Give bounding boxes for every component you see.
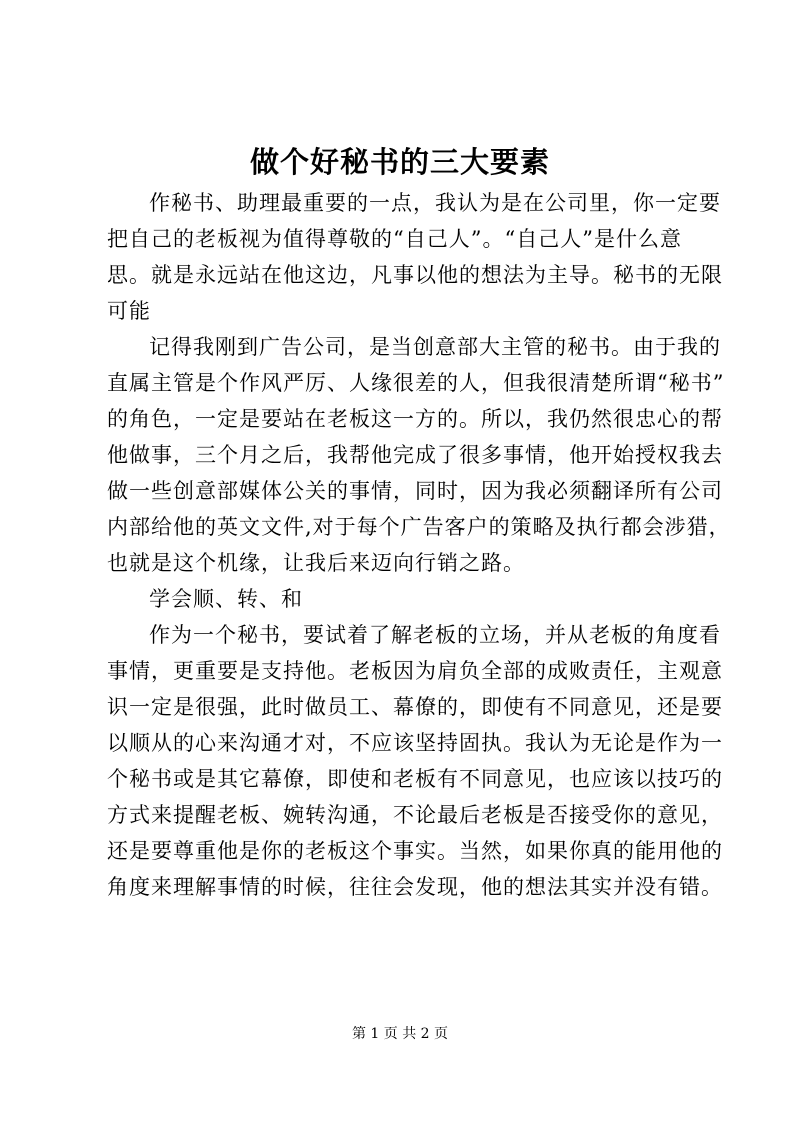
paragraph-line: 个秘书或是其它幕僚，即使和老板有不同意见，也应该以技巧的	[107, 767, 723, 791]
paragraph-3	[107, 617, 723, 905]
document-body	[107, 185, 731, 905]
paragraph-1	[107, 185, 723, 329]
document-title: 做个好秘书的三大要素	[249, 145, 550, 179]
paragraph-line: 学会顺、转、和	[149, 587, 303, 611]
paragraph-line: 作秘书、助理最重要的一点，我认为是在公司里，你一定要	[149, 191, 721, 215]
paragraph-line: 记得我刚到广告公司，是当创意部大主管的秘书。由于我的	[149, 335, 721, 359]
paragraph-line: 直属主管是个作风严厉、人缘很差的人，但我很清楚所谓“秘书”	[107, 371, 725, 395]
page-footer: 第 1 页 共 2 页	[351, 1026, 449, 1042]
paragraph-line: 可能	[107, 299, 151, 323]
paragraph-line: 以顺从的心来沟通才对，不应该坚持固执。我认为无论是作为一	[107, 731, 723, 755]
paragraph-line: 也就是这个机缘，让我后来迈向行销之路。	[107, 551, 525, 575]
paragraph-line: 角度来理解事情的时候，往往会发现，他的想法其实并没有错。	[107, 875, 723, 899]
paragraph-2	[107, 329, 731, 581]
paragraph-line: 事情，更重要是支持他。老板因为肩负全部的成败责任，主观意	[107, 659, 723, 683]
paragraph-line: 方式来提醒老板、婉转沟通，不论最后老板是否接受你的意见，	[107, 803, 723, 827]
paragraph-line: 内部给他的英文文件,对于每个广告客户的策略及执行都会涉猎，	[107, 515, 731, 539]
paragraph-line: 还是要尊重他是你的老板这个事实。当然，如果你真的能用他的	[107, 839, 723, 863]
paragraph-line: 识一定是很强，此时做员工、幕僚的，即使有不同意见，还是要	[107, 695, 723, 719]
section-heading	[107, 581, 702, 617]
paragraph-line: 做一些创意部媒体公关的事情，同时，因为我必须翻译所有公司	[107, 479, 723, 503]
paragraph-line: 他做事，三个月之后，我帮他完成了很多事情，他开始授权我去	[107, 443, 723, 467]
paragraph-line: 的角色，一定是要站在老板这一方的。所以，我仍然很忠心的帮	[107, 407, 723, 431]
paragraph-line: 把自己的老板视为值得尊敬的“自己人”。“自己人”是什么意	[107, 227, 682, 251]
paragraph-line: 思。就是永远站在他这边，凡事以他的想法为主导。秘书的无限	[107, 263, 723, 287]
paragraph-line: 作为一个秘书，要试着了解老板的立场，并从老板的角度看	[149, 623, 721, 647]
